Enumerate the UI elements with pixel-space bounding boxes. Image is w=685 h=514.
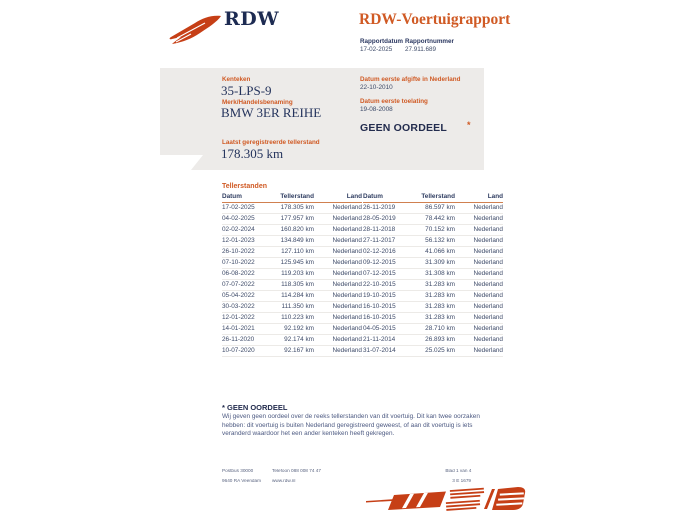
cell-tellerstand: 31.308 km [425, 270, 455, 277]
table-row [222, 236, 362, 247]
tellerstanden-table-left [222, 193, 362, 357]
table-row [222, 247, 362, 258]
cell-land: Nederland [473, 292, 503, 299]
merk-label: Merk/Handelsbenaming [222, 99, 293, 106]
cell-tellerstand: 114.284 km [281, 292, 314, 299]
cell-tellerstand: 25.025 km [425, 347, 455, 354]
cell-tellerstand: 28.710 km [425, 325, 455, 332]
cell-datum: 10-07-2020 [222, 347, 255, 354]
cell-datum: 06-08-2022 [222, 270, 255, 277]
cell-tellerstand: 110.223 km [281, 314, 314, 321]
footnote-body: Wij geven geen oordeel over de reeks tellerstanden van dit voertuig. Dit kan twee oorzaken hebben: dit voertuig is buiten Nederland geregistreerd geweest, of aan dit voertuig is iets veranderd waardoor het een ander kenteken heeft gekregen. [222, 413, 480, 438]
report-number-value: 27.911.689 [405, 46, 437, 53]
table-row [363, 214, 503, 225]
table-row [363, 291, 503, 302]
tellerstand-label: Laatst geregistreerde tellerstand [222, 139, 320, 146]
tellerstand-value: 178.305 km [221, 146, 284, 161]
rdw-logo-text: RDW [224, 8, 280, 30]
cell-datum: 28-05-2019 [363, 215, 396, 222]
cell-land: Nederland [473, 347, 503, 354]
table-row [222, 269, 362, 280]
rdw-wing-icon [167, 13, 223, 47]
cell-tellerstand: 31.283 km [425, 281, 455, 288]
table-row [222, 302, 362, 313]
footer-website: www.rdw.nl [272, 479, 296, 484]
tellerstanden-title: Tellerstanden [222, 183, 267, 190]
cell-land: Nederland [332, 215, 362, 222]
table-row [222, 346, 362, 357]
table-row [222, 280, 362, 291]
cell-tellerstand: 92.192 km [284, 325, 314, 332]
cell-land: Nederland [332, 292, 362, 299]
cell-tellerstand: 31.283 km [425, 314, 455, 321]
vehicle-summary-box [160, 68, 484, 170]
cell-land: Nederland [332, 237, 362, 244]
cell-tellerstand: 127.110 km [281, 248, 314, 255]
toelating-value: 19-08-2008 [360, 106, 393, 113]
cell-tellerstand: 26.893 km [425, 336, 455, 343]
cell-tellerstand: 118.305 km [281, 281, 314, 288]
cell-land: Nederland [332, 270, 362, 277]
report-date [360, 38, 403, 54]
report-title: RDW-Voertuigrapport [359, 11, 511, 28]
column-header-tellerstand: Tellerstand [280, 193, 314, 200]
cell-land: Nederland [473, 259, 503, 266]
cell-tellerstand: 41.066 km [425, 248, 455, 255]
cell-land: Nederland [473, 336, 503, 343]
column-header-datum: Datum [222, 193, 242, 200]
table-row [222, 313, 362, 324]
cell-datum: 22-10-2015 [363, 281, 396, 288]
verdict-asterisk: * [467, 120, 471, 130]
cell-land: Nederland [332, 204, 362, 211]
tellerstanden-table-right [363, 193, 503, 357]
cell-datum: 27-11-2017 [363, 237, 396, 244]
table-body [363, 203, 503, 357]
table-row [363, 335, 503, 346]
cell-datum: 26-11-2019 [363, 204, 396, 211]
cell-tellerstand: 134.849 km [280, 237, 314, 244]
kenteken-value: 35-LPS-9 [221, 83, 272, 98]
cell-datum: 16-10-2015 [363, 314, 396, 321]
afgifte-label: Datum eerste afgifte in Nederland [360, 76, 461, 83]
afgifte-value: 22-10-2010 [360, 84, 393, 91]
table-row [222, 214, 362, 225]
table-row [222, 225, 362, 236]
cell-land: Nederland [473, 226, 503, 233]
cell-tellerstand: 86.597 km [425, 204, 455, 211]
cell-datum: 09-12-2015 [363, 259, 396, 266]
footer-city: 9640 RA Veendam [222, 479, 262, 484]
cell-land: Nederland [473, 303, 503, 310]
table-row [363, 269, 503, 280]
cell-tellerstand: 177.957 km [280, 215, 314, 222]
cell-tellerstand: 178.305 km [280, 204, 314, 211]
table-row [222, 335, 362, 346]
cell-datum: 31-07-2014 [363, 347, 396, 354]
cell-datum: 17-02-2025 [222, 204, 255, 211]
cell-land: Nederland [332, 314, 362, 321]
cell-datum: 04-02-2025 [222, 215, 255, 222]
cell-datum: 19-10-2015 [363, 292, 396, 299]
cell-land: Nederland [332, 226, 362, 233]
column-header-land: Land [487, 193, 503, 200]
footer-page-info: Blad 1 van 4 [444, 469, 471, 474]
cell-tellerstand: 119.203 km [281, 270, 314, 277]
footer-form-number: 3 E 1679 [452, 479, 471, 484]
table-row [363, 247, 503, 258]
footer-postbus: Postbus 30000 [222, 469, 254, 474]
rdw-wing-graphic [366, 486, 526, 514]
table-row [222, 324, 362, 335]
cell-datum: 07-10-2022 [222, 259, 255, 266]
footer-phone: Telefoon 088 008 74 47 [272, 469, 321, 474]
cell-datum: 16-10-2015 [363, 303, 396, 310]
cell-land: Nederland [332, 259, 362, 266]
cell-land: Nederland [332, 281, 362, 288]
cell-datum: 02-12-2016 [363, 248, 396, 255]
verdict-text: GEEN OORDEEL [360, 122, 447, 134]
report-date-label: Rapportdatum [360, 38, 404, 45]
cell-datum: 26-10-2022 [222, 248, 255, 255]
cell-datum: 12-01-2022 [222, 314, 255, 321]
cell-datum: 26-11-2020 [222, 336, 255, 343]
cell-land: Nederland [473, 281, 503, 288]
cell-tellerstand: 92.167 km [284, 347, 314, 354]
cell-datum: 07-12-2015 [363, 270, 396, 277]
column-header-tellerstand: Tellerstand [421, 193, 455, 200]
cell-datum: 02-02-2024 [222, 226, 255, 233]
table-row [363, 346, 503, 357]
toelating-label: Datum eerste toelating [360, 98, 428, 105]
cell-land: Nederland [473, 314, 503, 321]
cell-tellerstand: 111.350 km [281, 303, 314, 310]
cell-datum: 14-01-2021 [222, 325, 255, 332]
cell-tellerstand: 125.945 km [280, 259, 314, 266]
cell-tellerstand: 160.820 km [280, 226, 314, 233]
cell-land: Nederland [473, 248, 503, 255]
cell-tellerstand: 31.309 km [425, 259, 455, 266]
kenteken-label: Kenteken [222, 76, 251, 83]
table-body [222, 203, 362, 357]
cell-tellerstand: 31.283 km [425, 292, 455, 299]
cell-land: Nederland [332, 336, 362, 343]
table-row [363, 236, 503, 247]
report-number-label: Rapportnummer [405, 38, 454, 45]
cell-datum: 04-05-2015 [363, 325, 396, 332]
cell-land: Nederland [473, 270, 503, 277]
cell-tellerstand: 56.132 km [425, 237, 455, 244]
cell-tellerstand: 70.152 km [425, 226, 455, 233]
cell-land: Nederland [332, 303, 362, 310]
column-header-land: Land [346, 193, 362, 200]
table-row [363, 280, 503, 291]
cell-tellerstand: 31.283 km [425, 303, 455, 310]
cell-land: Nederland [332, 325, 362, 332]
table-row [222, 258, 362, 269]
cell-datum: 30-03-2022 [222, 303, 255, 310]
table-header [363, 193, 503, 203]
table-row [363, 225, 503, 236]
cell-datum: 05-04-2022 [222, 292, 255, 299]
cell-land: Nederland [473, 325, 503, 332]
cell-tellerstand: 92.174 km [284, 336, 314, 343]
footnote-title: * GEEN OORDEEL [222, 403, 288, 412]
cell-land: Nederland [473, 204, 503, 211]
cell-land: Nederland [332, 248, 362, 255]
cell-datum: 21-11-2014 [363, 336, 396, 343]
report-number [405, 38, 454, 54]
column-header-datum: Datum [363, 193, 383, 200]
merk-value: BMW 3ER REIHE [221, 105, 322, 120]
table-row [363, 203, 503, 214]
cell-datum: 12-01-2023 [222, 237, 255, 244]
table-row [363, 313, 503, 324]
cell-land: Nederland [332, 347, 362, 354]
cell-land: Nederland [473, 215, 503, 222]
table-row [222, 203, 362, 214]
cell-tellerstand: 78.442 km [425, 215, 455, 222]
table-header [222, 193, 362, 203]
cell-datum: 28-11-2018 [363, 226, 396, 233]
table-row [363, 258, 503, 269]
table-row [363, 302, 503, 313]
table-row [222, 291, 362, 302]
table-row [363, 324, 503, 335]
cell-datum: 07-07-2022 [222, 281, 255, 288]
report-date-value: 17-02-2025 [360, 46, 393, 53]
cell-land: Nederland [473, 237, 503, 244]
